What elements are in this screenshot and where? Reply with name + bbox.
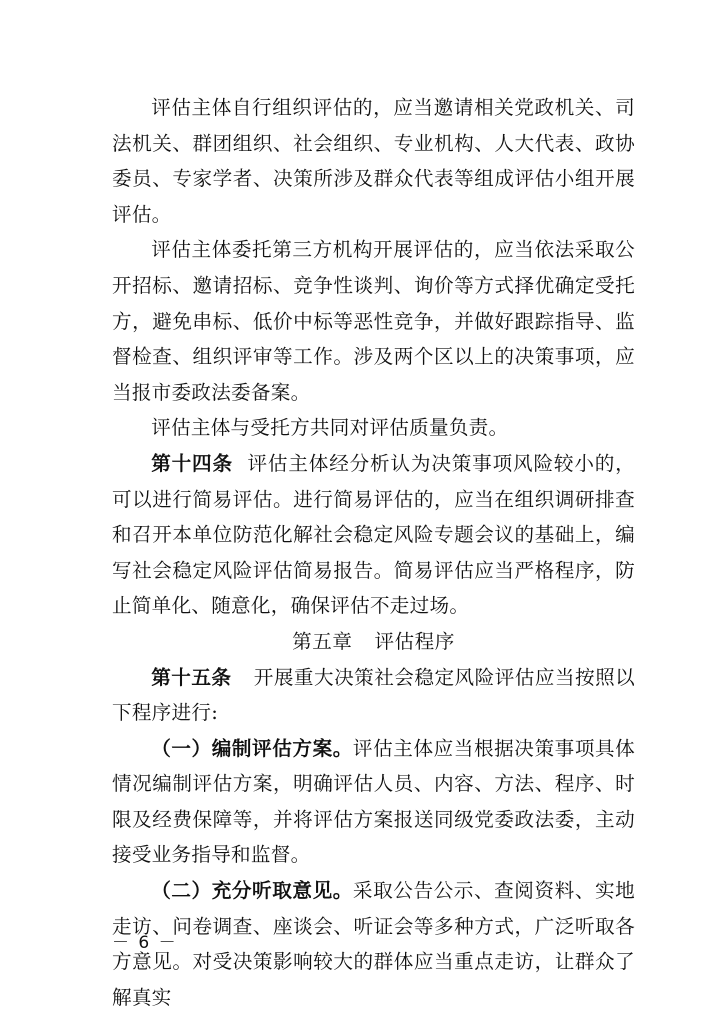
list-item-2	[112, 873, 635, 1015]
article-15-text: 开展重大决策社会稳定风险评估应当按照以下程序进行:	[112, 665, 636, 725]
article-14	[112, 446, 635, 624]
page-number: － 6 －	[112, 933, 178, 953]
article-15-label: 第十五条	[151, 665, 232, 689]
list-item-1-label: （一）编制评估方案。	[151, 736, 353, 760]
list-item-2-label: （二）充分听取意见。	[151, 879, 353, 903]
chapter-label: 第五章	[292, 629, 353, 653]
paragraph-joint-responsibility: 评估主体与受托方共同对评估质量负责。	[151, 416, 509, 440]
paragraph-third-party-evaluation: 评估主体委托第三方机构开展评估的，应当依法采取公开招标、邀请招标、竞争性谈判、询价等方式择优确定受托方，避免串标、低价中标等恶性竞争，并做好跟踪指导、监督检查、组织评审等工作。涉及两个区以上的决策事项，应当报市委政法委备案。	[112, 238, 635, 404]
chapter-title: 评估程序	[374, 629, 455, 653]
chapter-heading	[112, 624, 635, 660]
paragraph-self-organized-evaluation: 评估主体自行组织评估的，应当邀请相关党政机关、司法机关、群团组织、社会组织、专业机构、人大代表、政协委员、专家学者、决策所涉及群众代表等组成评估小组开展评估。	[112, 96, 635, 226]
list-item-1	[112, 731, 635, 873]
list-item-1-text: 评估主体应当根据决策事项具体情况编制评估方案，明确评估人员、内容、方法、程序、时限及经费保障等，并将评估方案报送同级党委政法委，主动接受业务指导和监督。	[112, 736, 636, 867]
document-body	[112, 90, 635, 1015]
list-item-2-text: 采取公告公示、查阅资料、实地走访、问卷调查、座谈会、听证会等多种方式，广泛听取各方意见。对受决策影响较大的群体应当重点走访，让群众了解真实	[112, 879, 636, 1009]
article-14-text: 评估主体经分析认为决策事项风险较小的，可以进行简易评估。进行简易评估的，应当在组织调研排查和召开本单位防范化解社会稳定风险专题会议的基础上，编写社会稳定风险评估简易报告。简易评估应当严格程序，防止简单化、随意化，确保评估不走过场。	[112, 451, 636, 618]
article-14-label: 第十四条	[151, 451, 233, 475]
article-15	[112, 660, 635, 731]
